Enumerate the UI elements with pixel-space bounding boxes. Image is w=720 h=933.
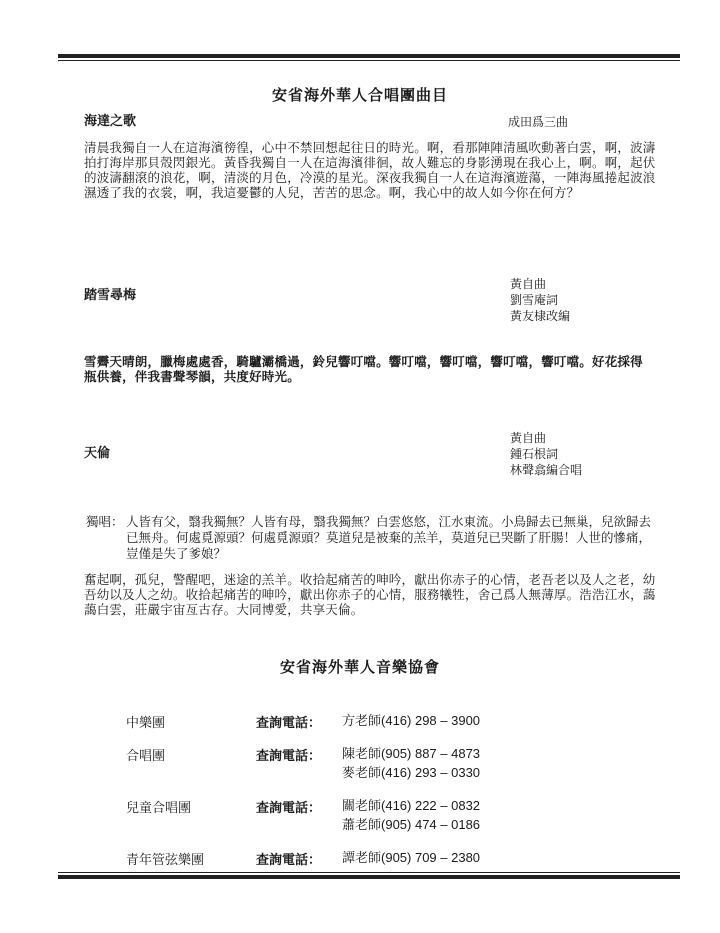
- phone-label: 查詢電話：: [256, 749, 322, 764]
- phone-entry: [342, 849, 480, 868]
- contact-row: [126, 712, 546, 731]
- phone-entry: [342, 816, 480, 835]
- group-name: 兒童合唱團: [126, 801, 192, 816]
- group-name: 青年管弦樂團: [126, 853, 205, 868]
- teacher-name: 方老師: [342, 714, 382, 729]
- song-lyrics: 雪霽天晴朗，臘梅處處香，騎驢灞橋過，鈴兒響叮噹。響叮噹，響叮噹，響叮噹，響叮噹。好花採得瓶供養，伴我書聲琴韻，共度好時光。: [84, 354, 643, 384]
- phone-entry: [342, 797, 480, 816]
- song-title: 海達之歌: [84, 114, 137, 129]
- phone-number: (905) 709 – 2380: [381, 850, 481, 865]
- phone-entry: [342, 745, 480, 764]
- teacher-name: 譚老師: [342, 851, 382, 866]
- group-name: 合唱團: [126, 749, 166, 764]
- association-title: 安省海外華人音樂協會: [279, 658, 440, 676]
- solo-lyrics: 人皆有父，翳我獨無？人皆有母，翳我獨無？白雲悠悠，江水東流。小鳥歸去已無巢，兒欲歸去已無舟。何處覓源頭？何處覓源頭？莫道兒是被棄的羔羊，莫道兒已哭斷了肝腸！人世的慘痛，豈僅是失了爹娘？: [126, 514, 652, 561]
- page-title: 安省海外華人合唱團曲目: [271, 86, 448, 104]
- bottom-rule: [58, 872, 680, 879]
- phone-number: (416) 298 – 3900: [381, 713, 481, 728]
- contact-row: [126, 797, 546, 835]
- phone-entry: [342, 712, 480, 731]
- phone-list: [342, 797, 480, 835]
- credit-line: 黃自曲: [510, 277, 547, 291]
- phone-list: [342, 745, 480, 783]
- phone-number: (905) 474 – 0186: [381, 817, 481, 832]
- credit-line: 林聲翕編合唱: [510, 463, 583, 477]
- teacher-name: 麥老師: [342, 766, 382, 781]
- song-lyrics: 清晨我獨自一人在這海濱徬徨，心中不禁回想起往日的時光。啊，看那陣陣清風吹動著白雲，啊，波濤拍打海岸那貝殼閃銀光。黃昏我獨自一人在這海濱徘徊，故人難忘的身影湧現在我心上，啊。啊，起伏的波濤翻滾的浪花，啊，清淡的月色，冷漠的星光。深夜我獨自一人在這海濱遊蕩，一陣海風捲起波浪濕透了我的衣裳，啊，我這憂鬱的人兒，苦苦的思念。啊，我心中的故人如今你在何方？: [84, 140, 656, 200]
- phone-list: [342, 712, 480, 731]
- song-title: 踏雪尋梅: [84, 288, 137, 303]
- song-title: 天倫: [84, 446, 111, 461]
- contact-row: [126, 745, 546, 783]
- credit-line: 鍾石根詞: [510, 447, 559, 461]
- credit-line: 黃自曲: [510, 431, 547, 445]
- phone-number: (905) 887 – 4873: [381, 746, 481, 761]
- phone-number: (416) 222 – 0832: [381, 798, 481, 813]
- phone-entry: [342, 764, 480, 783]
- credit-line: 劉雪庵詞: [510, 293, 559, 307]
- top-rule: [58, 54, 680, 61]
- phone-list: [342, 849, 480, 868]
- phone-number: (416) 293 – 0330: [381, 765, 481, 780]
- solo-label: 獨唱：: [86, 514, 124, 529]
- contact-row: [126, 849, 546, 868]
- credit-line: 成田爲三曲: [508, 115, 569, 129]
- solo-section: [86, 514, 666, 562]
- song-credits: [510, 430, 582, 478]
- song-lyrics: 奮起啊，孤兒，警醒吧，迷途的羔羊。收拾起痛苦的呻吟，獻出你赤子的心情，老吾老以及人之老，幼吾幼以及人之幼。收拾起痛苦的呻吟，獻出你赤子的心情，服務犧牲，舍己爲人無薄厚。浩浩江水，藹藹白雲，莊嚴宇宙亙古存。大同博愛，共享天倫。: [84, 572, 656, 617]
- song-credits: [508, 114, 568, 130]
- song-credits: [510, 276, 570, 324]
- phone-label: 查詢電話：: [256, 853, 322, 868]
- teacher-name: 陳老師: [342, 747, 382, 762]
- phone-label: 查詢電話：: [256, 716, 322, 731]
- contact-list: [126, 712, 546, 882]
- teacher-name: 關老師: [342, 799, 382, 814]
- teacher-name: 蕭老師: [342, 818, 382, 833]
- credit-line: 黃友棣改編: [510, 309, 571, 323]
- group-name: 中樂團: [126, 716, 166, 731]
- phone-label: 查詢電話：: [256, 801, 322, 816]
